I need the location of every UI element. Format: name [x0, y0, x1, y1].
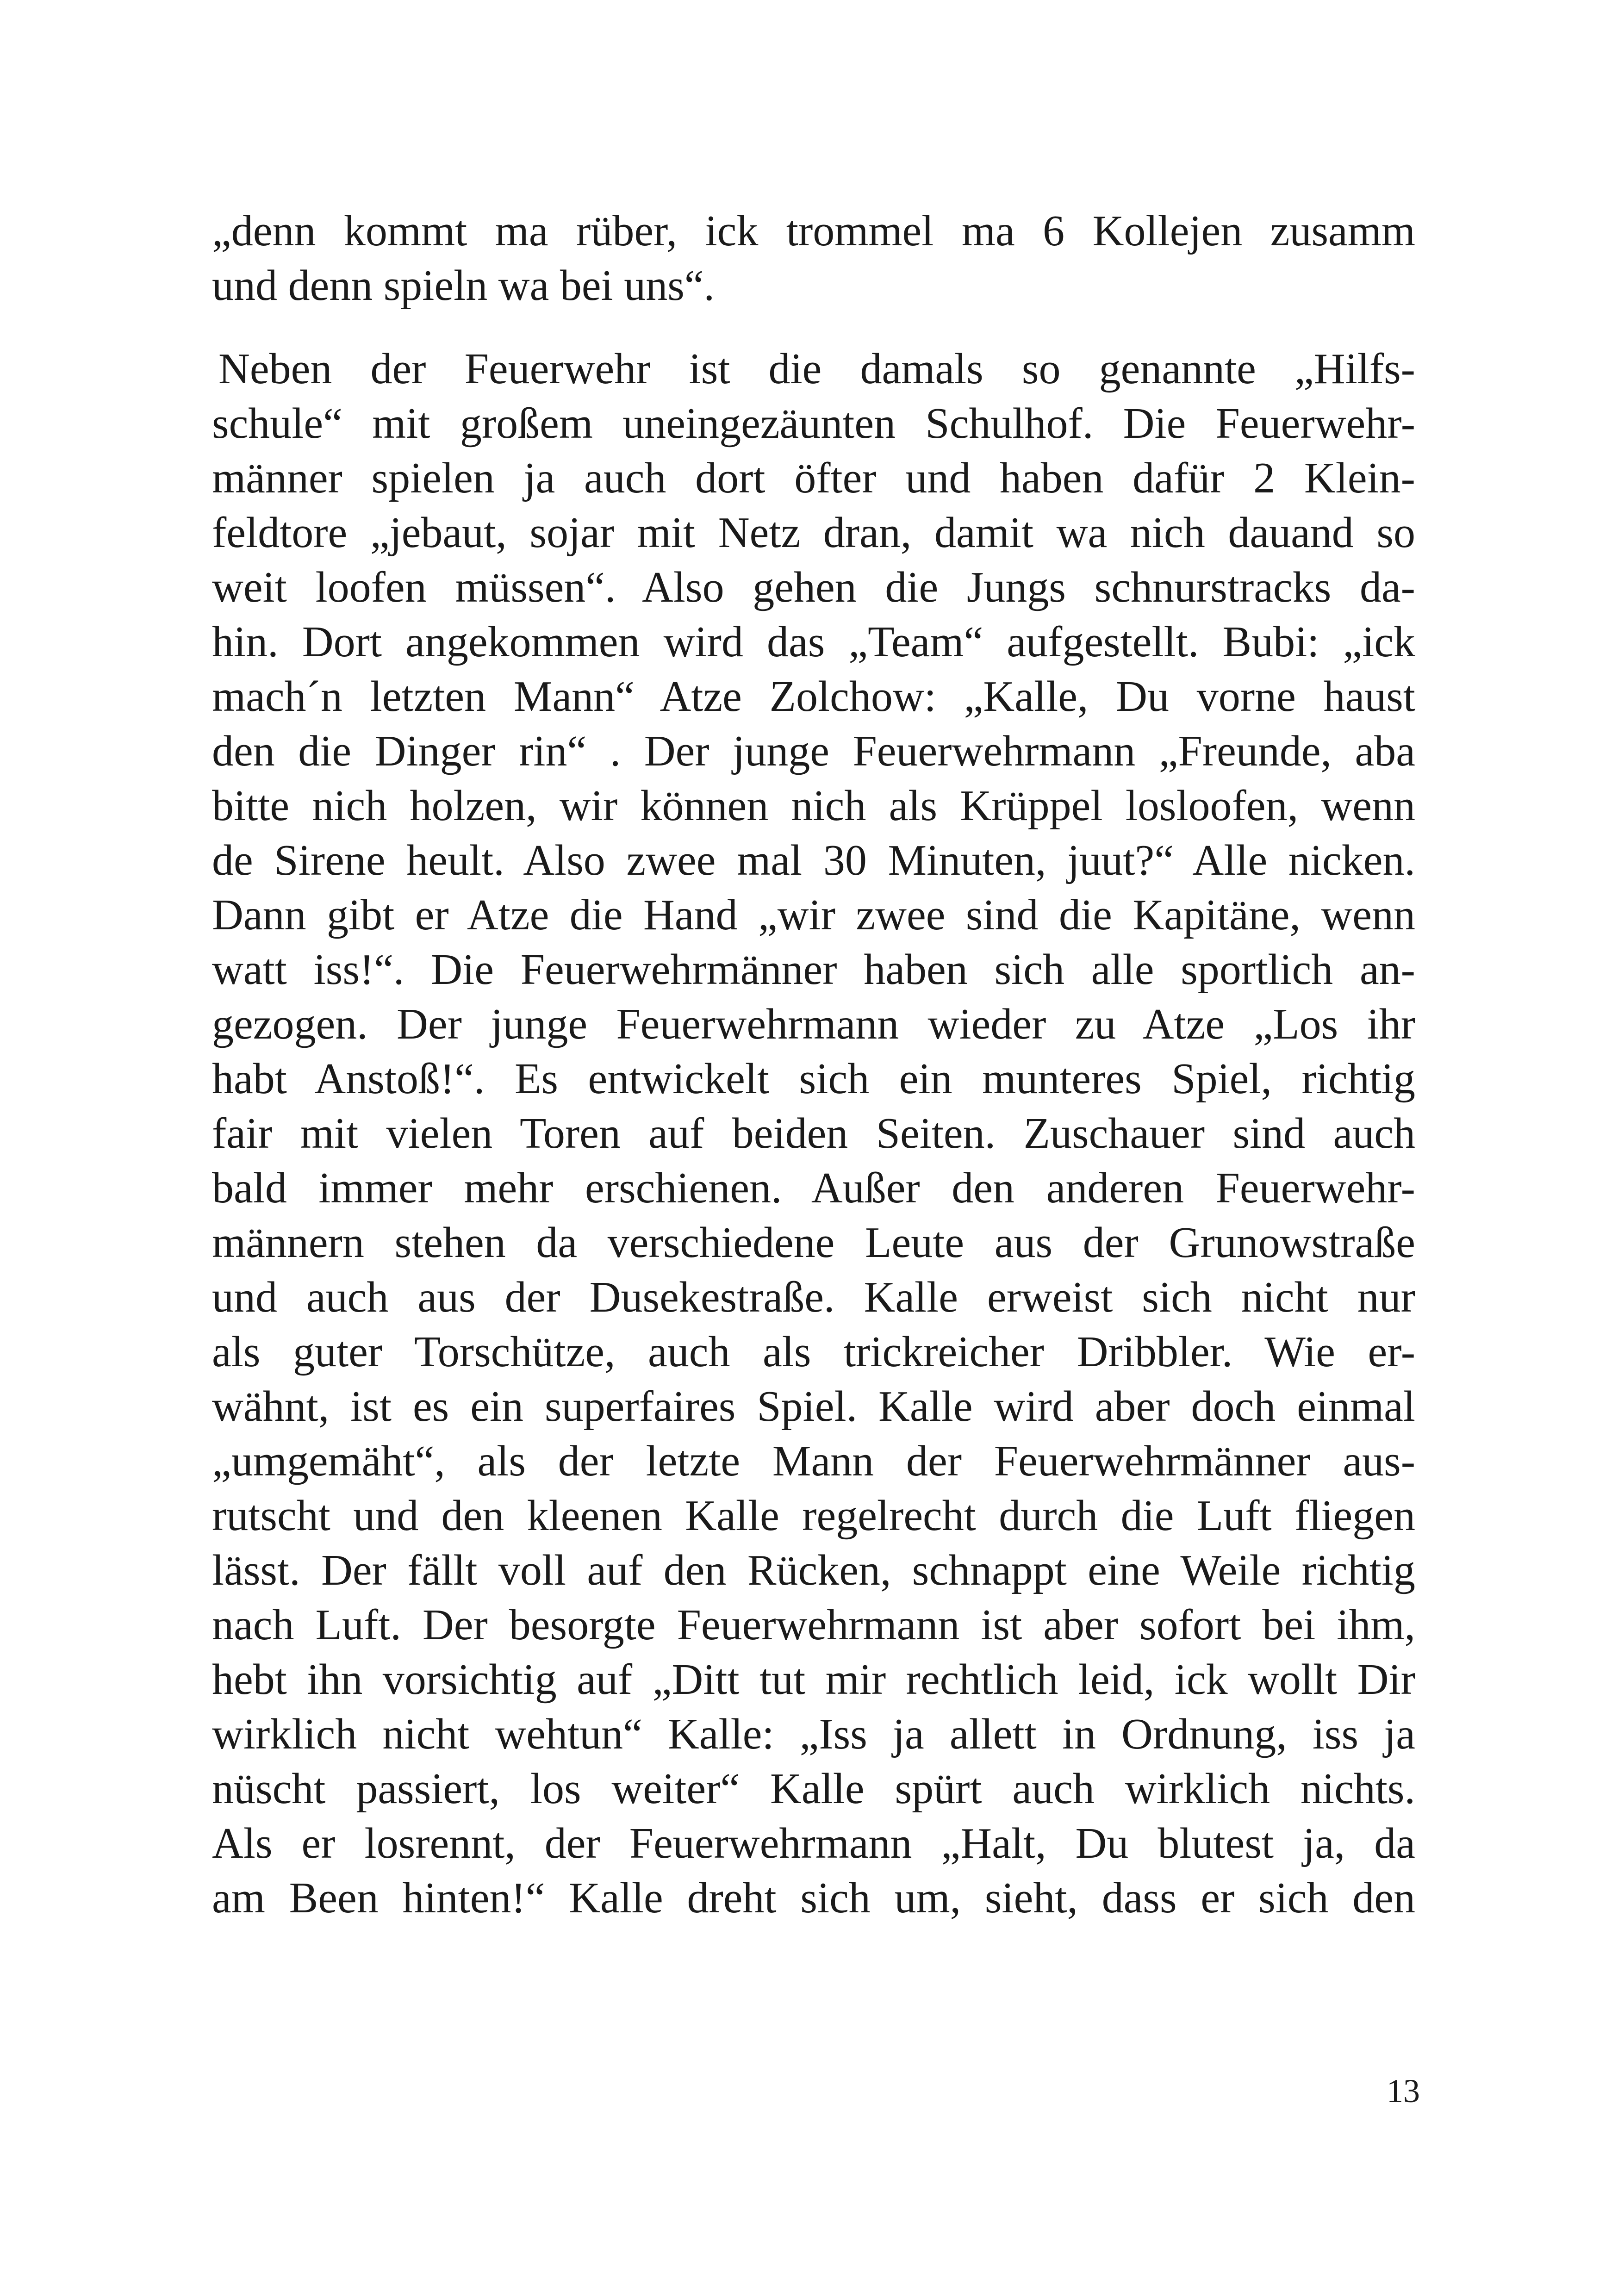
text-line: watt iss!“. Die Feuerwehrmänner haben sich alle sportlich an-	[212, 946, 1415, 994]
text-line: habt Anstoß!“. Es entwickelt sich ein munteres Spiel, richtig	[212, 1055, 1415, 1103]
text-line: Als er losrennt, der Feuerwehrmann „Halt, Du blutest ja, da	[212, 1819, 1415, 1867]
text-line: lässt. Der fällt voll auf den Rücken, schnappt eine Weile richtig	[212, 1546, 1415, 1594]
text-line: feldtore „jebaut, sojar mit Netz dran, damit wa nich dauand so	[212, 509, 1415, 557]
text-line: gezogen. Der junge Feuerwehrmann wieder zu Atze „Los ihr	[212, 1000, 1415, 1048]
text-line: nüscht passiert, los weiter“ Kalle spürt auch wirklich nichts.	[212, 1765, 1415, 1813]
text-line: und auch aus der Dusekestraße. Kalle erweist sich nicht nur	[212, 1273, 1415, 1321]
text-line: rutscht und den kleenen Kalle regelrecht durch die Luft fliegen	[212, 1492, 1415, 1540]
text-line: und denn spieln wa bei uns“.	[212, 261, 715, 310]
text-line: de Sirene heult. Also zwee mal 30 Minuten, juut?“ Alle nicken.	[212, 836, 1415, 884]
page-number: 13	[1387, 2072, 1420, 2109]
text-line: hin. Dort angekommen wird das „Team“ aufgestellt. Bubi: „ick	[212, 618, 1415, 666]
text-line: als guter Torschütze, auch als trickreicher Dribbler. Wie er-	[212, 1328, 1415, 1376]
text-line: weit loofen müssen“. Also gehen die Jungs schnurstracks da-	[212, 563, 1415, 611]
text-line: wähnt, ist es ein superfaires Spiel. Kalle wird aber doch einmal	[212, 1382, 1415, 1431]
text-line: Neben der Feuerwehr ist die damals so genannte „Hilfs-	[218, 345, 1415, 393]
text-line: bald immer mehr erschienen. Außer den anderen Feuerwehr-	[212, 1164, 1415, 1212]
text-line: bitte nich holzen, wir können nich als Krüppel losloofen, wenn	[212, 782, 1415, 830]
text-line: wirklich nicht wehtun“ Kalle: „Iss ja allett in Ordnung, iss ja	[212, 1710, 1415, 1758]
text-line: nach Luft. Der besorgte Feuerwehrmann ist aber sofort bei ihm,	[212, 1601, 1415, 1649]
text-line: den die Dinger rin“ . Der junge Feuerwehrmann „Freunde, aba	[212, 727, 1415, 775]
text-line: mach´n letzten Mann“ Atze Zolchow: „Kalle, Du vorne haust	[212, 672, 1415, 721]
text-line: schule“ mit großem uneingezäunten Schulhof. Die Feuerwehr-	[212, 399, 1415, 448]
text-line: am Been hinten!“ Kalle dreht sich um, sieht, dass er sich den	[212, 1874, 1415, 1922]
text-line: „umgemäht“, als der letzte Mann der Feuerwehrmänner aus-	[212, 1437, 1415, 1485]
text-line: Dann gibt er Atze die Hand „wir zwee sind die Kapitäne, wenn	[212, 891, 1415, 939]
text-line: „denn kommt ma rüber, ick trommel ma 6 Kollejen zusamm	[212, 207, 1415, 255]
text-line: männern stehen da verschiedene Leute aus der Grunowstraße	[212, 1219, 1415, 1267]
text-line: hebt ihn vorsichtig auf „Ditt tut mir rechtlich leid, ick wollt Dir	[212, 1655, 1415, 1704]
text-line: fair mit vielen Toren auf beiden Seiten. Zuschauer sind auch	[212, 1109, 1415, 1157]
body-text	[212, 204, 1415, 1925]
text-line: männer spielen ja auch dort öfter und haben dafür 2 Klein-	[212, 454, 1415, 502]
paragraph-gap	[212, 313, 1415, 342]
